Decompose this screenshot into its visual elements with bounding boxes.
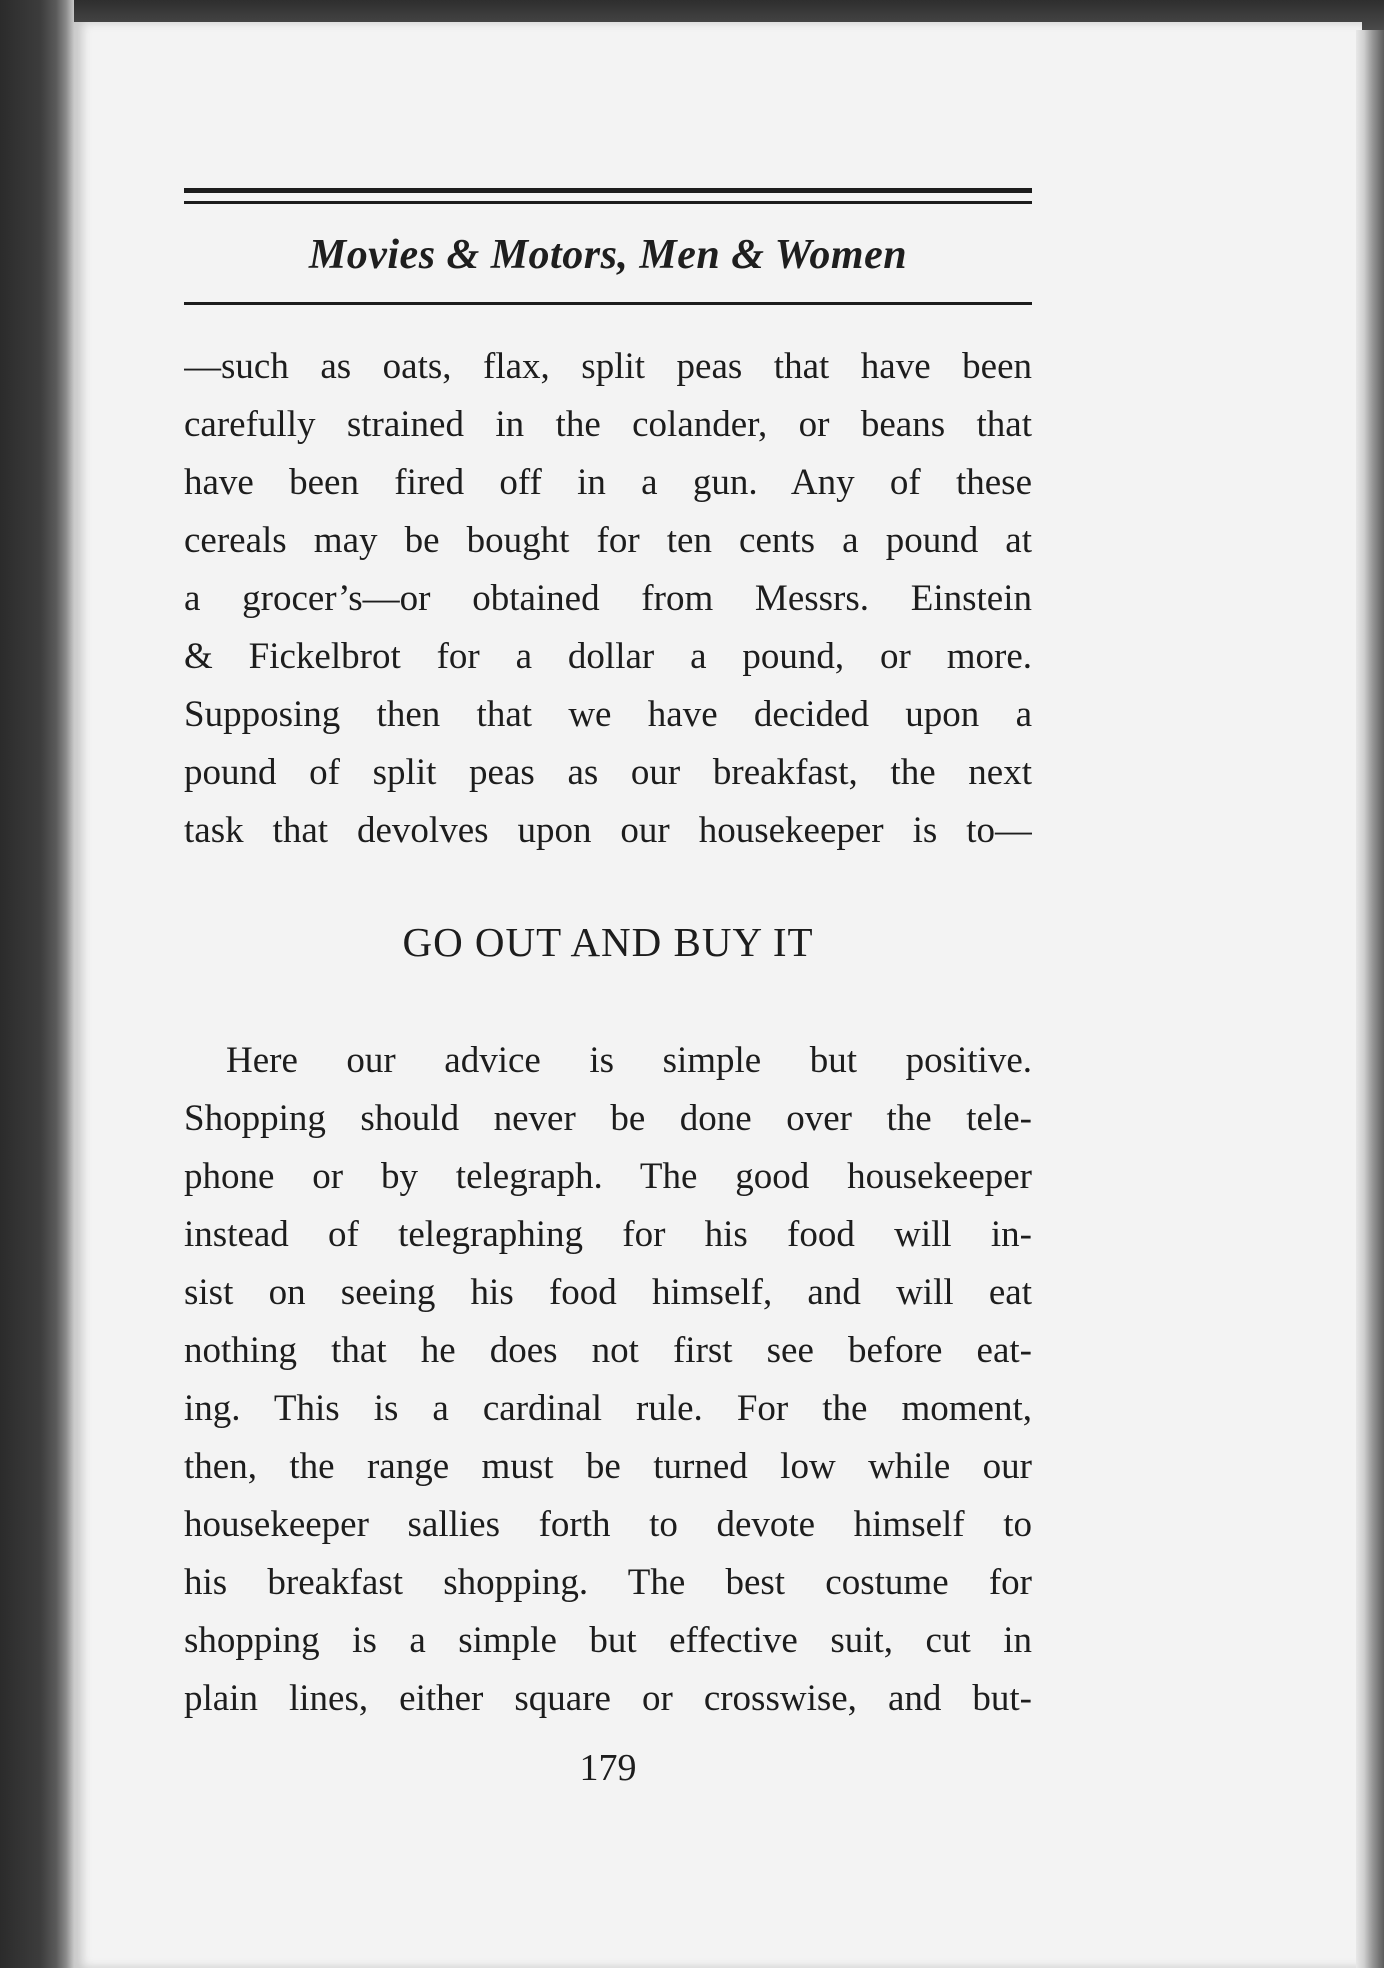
header-rule-thin [184,201,1032,204]
text-line: carefully strained in the colander, or beans that [184,404,1032,445]
text-line: nothing that he does not first see before eat- [184,1330,1032,1371]
book-gutter-edge [0,0,74,1968]
text-line: a grocer’s—or obtained from Messrs. Einstein [184,578,1032,619]
text-line: Supposing then that we have decided upon a [184,694,1032,735]
text-line: cereals may be bought for ten cents a pound at [184,520,1032,561]
text-line: ing. This is a cardinal rule. For the moment, [184,1388,1032,1429]
text-line: then, the range must be turned low while our [184,1446,1032,1487]
text-line: have been fired off in a gun. Any of these [184,462,1032,503]
text-line: sist on seeing his food himself, and will eat [184,1272,1032,1313]
header-rule-thick [184,188,1032,193]
text-line: Here our advice is simple but positive. [226,1040,1032,1081]
text-line: housekeeper sallies forth to devote himself to [184,1504,1032,1545]
page-right-edge [1356,30,1384,1968]
section-heading: GO OUT AND BUY IT [402,919,814,965]
text-line: his breakfast shopping. The best costume for [184,1562,1032,1603]
text-line: instead of telegraphing for his food will in- [184,1214,1032,1255]
page-number: 179 [579,1747,637,1789]
text-line: & Fickelbrot for a dollar a pound, or more. [184,636,1032,677]
text-line: phone or by telegraph. The good housekeeper [184,1156,1032,1197]
running-head: Movies & Motors, Men & Women [308,232,908,278]
text-line: —such as oats, flax, split peas that have been [184,346,1032,387]
header-rule-bottom [184,302,1032,305]
text-line: pound of split peas as our breakfast, the next [184,752,1032,793]
text-line: plain lines, either square or crosswise, and but- [184,1678,1032,1719]
paragraph-2 [184,1032,1032,1728]
paragraph-1 [184,338,1032,860]
text-line: shopping is a simple but effective suit, cut in [184,1620,1032,1661]
text-line: task that devolves upon our housekeeper is to— [184,810,1032,851]
text-line: Shopping should never be done over the tele- [184,1098,1032,1139]
